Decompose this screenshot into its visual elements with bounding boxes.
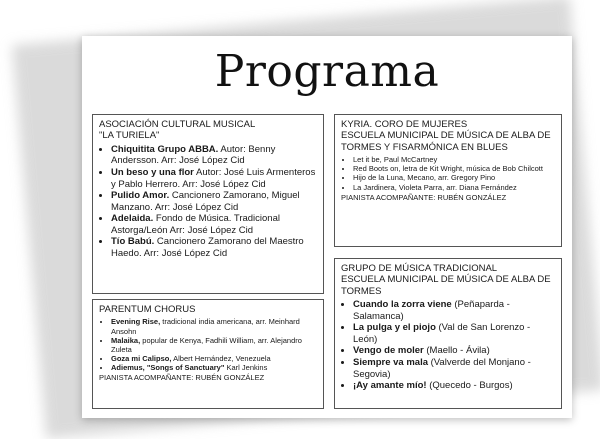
- box-la-turiela: [92, 114, 324, 294]
- list-item: • Siempre va mala (Valverde del Monjano - Segovia): [353, 357, 555, 380]
- page-title: Programa: [214, 46, 440, 97]
- list-item: • Tío Babú. Cancionero Zamorano del Maestro Haedo. Arr: José López Cid: [111, 236, 317, 259]
- item-list: [341, 155, 555, 192]
- pianist-note: PIANISTA ACOMPAÑANTE: RUBÉN GONZÁLEZ: [341, 192, 507, 202]
- item-list: [99, 144, 317, 260]
- list-item: • Cuando la zorra viene (Peñaparda - Salamanca): [353, 299, 555, 322]
- program-sheet: [82, 36, 572, 418]
- box-heading: KYRIA. CORO DE MUJERES: [341, 119, 468, 130]
- box-subheading: ESCUELA MUNICIPAL DE MÚSICA DE ALBA DE TORMES Y FISARMÓNICA EN BLUES: [341, 130, 551, 153]
- box-heading: GRUPO DE MÚSICA TRADICIONAL: [341, 263, 498, 274]
- list-item: • Let it be, Paul McCartney: [353, 155, 555, 164]
- box-heading: PARENTUM CHORUS: [99, 304, 196, 315]
- list-item: • Hijo de la Luna, Mecano, arr. Gregory Pino: [353, 173, 555, 182]
- box-subheading: "LA TURIELA": [99, 130, 160, 142]
- box-heading: ASOCIACIÓN CULTURAL MUSICAL: [99, 119, 256, 130]
- list-item: • Pulido Amor. Cancionero Zamorano, Miguel Manzano. Arr: José López Cid: [111, 190, 317, 213]
- list-item: • Malaika, popular de Kenya, Fadhili William, arr. Alejandro Zuleta: [111, 336, 317, 354]
- list-item: • Adelaida. Fondo de Música. Tradicional Astorga/León Arr: José López Cid: [111, 213, 317, 236]
- list-item: • Red Boots on, letra de Kit Wright, música de Bob Chilcott: [353, 164, 555, 173]
- list-item: • Chiquitita Grupo ABBA. Autor: Benny Andersson. Arr: José López Cid: [111, 144, 317, 167]
- item-list: [99, 317, 317, 372]
- pianist-note: PIANISTA ACOMPAÑANTE: RUBÉN GONZÁLEZ: [99, 373, 265, 383]
- list-item: • Goza mi Calipso, Albert Hernández, Venezuela: [111, 354, 317, 363]
- box-parentum-chorus: [92, 299, 324, 409]
- box-musica-tradicional: [334, 258, 562, 409]
- list-item: • La Jardinera, Violeta Parra, arr. Diana Fernández: [353, 183, 555, 192]
- list-item: • Vengo de moler (Maello - Ávila): [353, 345, 555, 357]
- box-subheading: ESCUELA MUNICIPAL DE MÚSICA DE ALBA DE TORMES: [341, 274, 551, 297]
- list-item: • Adiemus, "Songs of Sanctuary" Karl Jenkins: [111, 363, 317, 372]
- box-kyria: [334, 114, 562, 247]
- list-item: • Un beso y una flor Autor: José Luis Armenteros y Pablo Herrero. Arr: José López Cid: [111, 167, 317, 190]
- item-list: [341, 299, 555, 392]
- list-item: • ¡Ay amante mío! (Quecedo - Burgos): [353, 380, 555, 392]
- list-item: • Evening Rise, tradicional india americana, arr. Meinhard Ansohn: [111, 317, 317, 335]
- list-item: • La pulga y el piojo (Val de San Lorenzo - León): [353, 322, 555, 345]
